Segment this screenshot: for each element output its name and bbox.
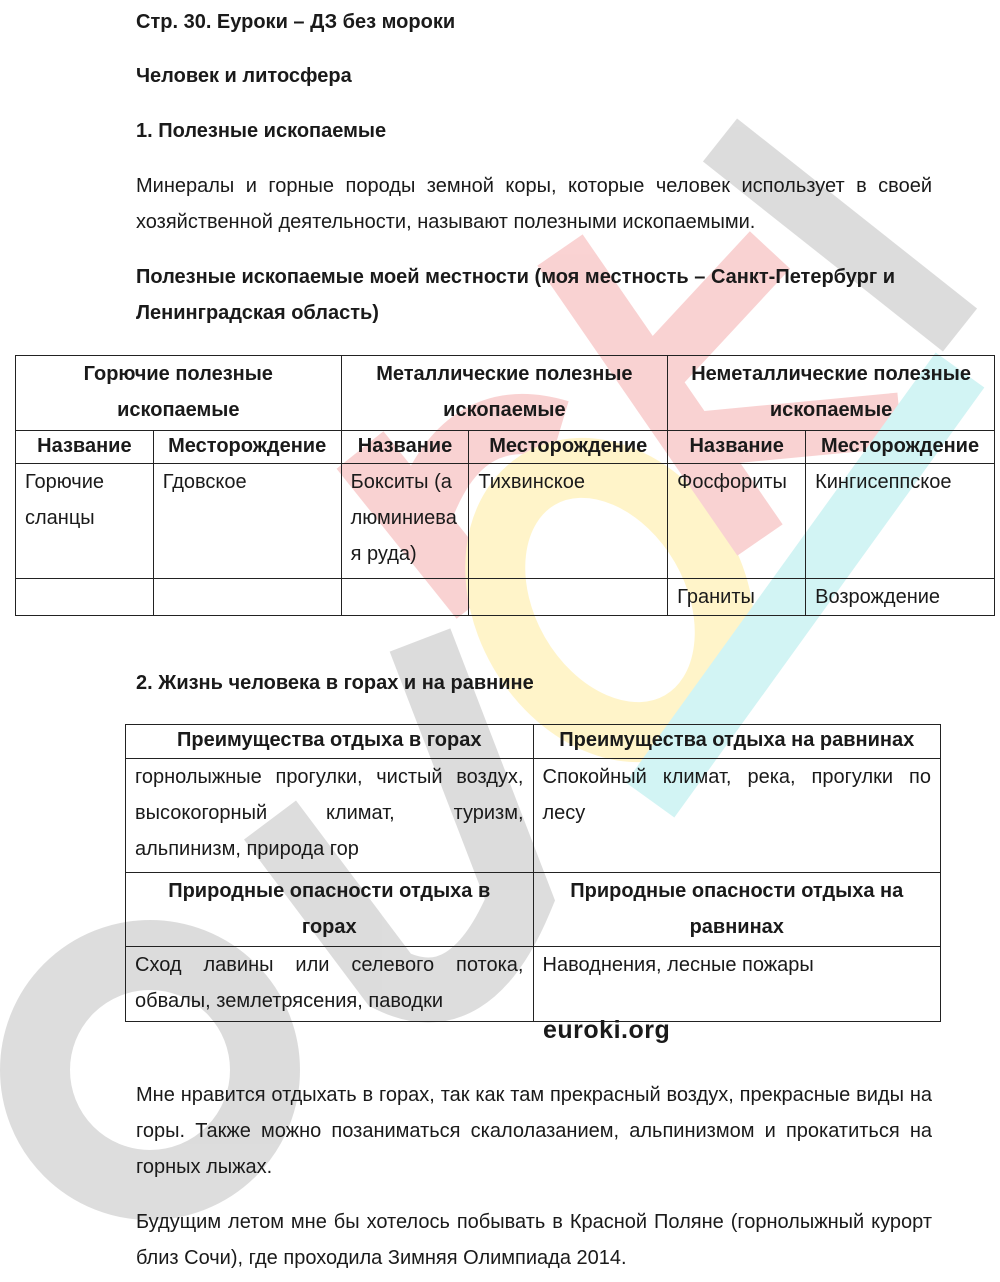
table-cell: Кингисеппское bbox=[806, 464, 995, 579]
table-cell bbox=[469, 579, 668, 616]
table-cell: Гдовское bbox=[153, 464, 341, 579]
column-header: Месторождение bbox=[806, 431, 995, 464]
table-cell: Фосфориты bbox=[668, 464, 806, 579]
paragraph-krasnaya-polyana: Будущим летом мне бы хотелось побывать в Красной Поляне (горнолыжный курорт близ Сочи), где проходила Зимняя Олимпиада 2014. bbox=[136, 1211, 932, 1269]
paragraph-mountains: Мне нравится отдыхать в горах, так как там прекрасный воздух, прекрасные виды на горы. Также можно позаниматься скалолазанием, альпинизмом и прокатиться на горных лыжах. bbox=[136, 1084, 932, 1178]
column-header: Месторождение bbox=[469, 431, 668, 464]
recreation-table bbox=[125, 724, 941, 1022]
table-cell: Тихвинское bbox=[469, 464, 668, 579]
table-cell: Наводнения, лесные пожары bbox=[533, 947, 941, 1022]
page-title: Стр. 30. Еуроки – ДЗ без мороки bbox=[136, 11, 456, 33]
table-cell: Бокситы (алюминиевая руда) bbox=[341, 464, 469, 579]
column-header: Природные опасности отдыха в горах bbox=[126, 873, 534, 947]
minerals-table bbox=[15, 355, 995, 616]
table-cell: Граниты bbox=[668, 579, 806, 616]
section2-heading: 2. Жизнь человека в горах и на равнине bbox=[136, 672, 534, 694]
topic-heading: Человек и литосфера bbox=[136, 65, 352, 87]
column-header: Преимущества отдыха на равнинах bbox=[533, 725, 941, 759]
group-header: Металлические полезные ископаемые bbox=[341, 356, 668, 431]
table-cell: Сход лавины или селевого потока, обвалы, землетрясения, паводки bbox=[126, 947, 534, 1022]
local-minerals-heading: Полезные ископаемые моей местности (моя местность – Санкт-Петербург и Ленинградская область) bbox=[136, 266, 896, 324]
table-row bbox=[126, 947, 941, 1022]
table-cell: Спокойный климат, река, прогулки по лесу bbox=[533, 759, 941, 873]
definition-paragraph: Минералы и горные породы земной коры, которые человек использует в своей хозяйственной деятельности, называют полезными ископаемыми. bbox=[136, 175, 932, 233]
table-cell bbox=[153, 579, 341, 616]
group-header: Неметаллические полезные ископаемые bbox=[668, 356, 995, 431]
table-row bbox=[16, 464, 995, 579]
column-header: Название bbox=[16, 431, 154, 464]
table-cell bbox=[341, 579, 469, 616]
column-header: Преимущества отдыха в горах bbox=[126, 725, 534, 759]
column-header: Название bbox=[341, 431, 469, 464]
column-header: Месторождение bbox=[153, 431, 341, 464]
table-cell: Возрождение bbox=[806, 579, 995, 616]
site-link[interactable]: euroki.org bbox=[543, 1016, 671, 1044]
table-row bbox=[126, 759, 941, 873]
table-row bbox=[16, 579, 995, 616]
table-cell: горнолыжные прогулки, чистый воздух, высокогорный климат, туризм, альпинизм, природа гор bbox=[126, 759, 534, 873]
table-cell: Горючие сланцы bbox=[16, 464, 154, 579]
column-header: Природные опасности отдыха на равнинах bbox=[533, 873, 941, 947]
group-header: Горючие полезные ископаемые bbox=[16, 356, 342, 431]
table-cell bbox=[16, 579, 154, 616]
section1-heading: 1. Полезные ископаемые bbox=[136, 120, 387, 142]
column-header: Название bbox=[668, 431, 806, 464]
